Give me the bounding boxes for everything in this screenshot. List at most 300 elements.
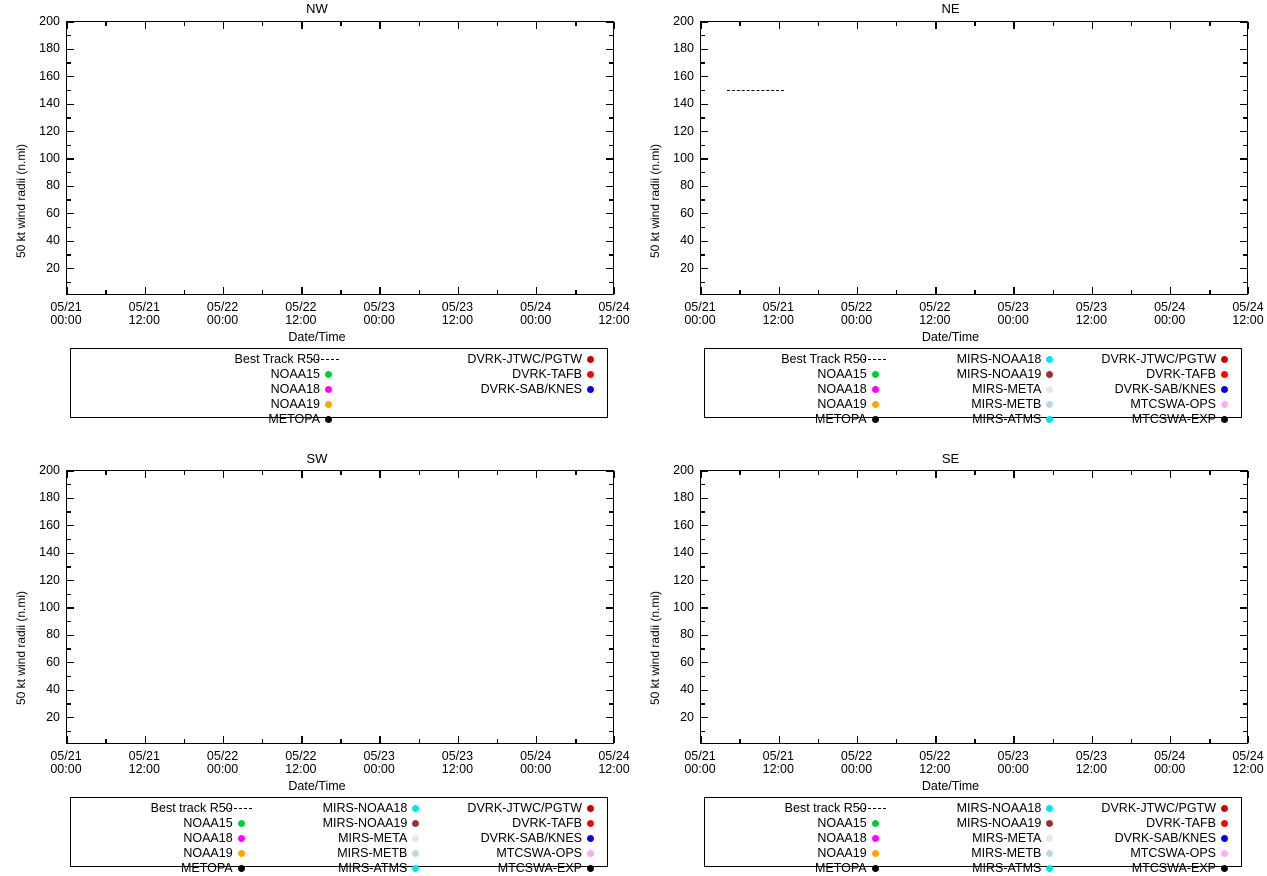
y-tick: [1240, 158, 1247, 159]
x-tick-minor: [896, 22, 897, 26]
x-tick-minor: [818, 471, 819, 475]
legend-label: MTCSWA-OPS: [1130, 846, 1216, 860]
y-tick: [701, 553, 708, 554]
y-tick-minor: [1243, 199, 1247, 200]
y-tick-minor: [1243, 254, 1247, 255]
legend-dot-icon: [1221, 371, 1228, 378]
x-tick: [536, 287, 537, 294]
x-tick-minor: [739, 22, 740, 26]
y-tick-label: 40: [46, 682, 60, 697]
legend-dot-icon: [325, 401, 332, 408]
legend-dot-icon: [1046, 416, 1053, 423]
legend-marker: [587, 801, 601, 816]
y-tick-label: 160: [673, 68, 694, 83]
x-tick-minor: [575, 739, 576, 743]
y-axis-label-nw: 50 kt wind radii (n.mi): [14, 143, 28, 258]
legend-dot-icon: [587, 356, 594, 363]
y-tick: [701, 49, 708, 50]
x-tick-label: 05/23 00:00: [997, 749, 1029, 776]
y-tick-minor: [1243, 566, 1247, 567]
y-tick-minor: [67, 35, 71, 36]
x-tick: [1013, 22, 1014, 29]
x-tick-minor: [1053, 471, 1054, 475]
legend-marker: [872, 831, 886, 846]
legend-label: MIRS-NOAA18: [956, 801, 1042, 815]
legend-nw: [70, 348, 608, 426]
y-tick-label: 120: [673, 123, 694, 138]
x-tick: [1170, 22, 1171, 29]
legend-marker: [1046, 846, 1060, 861]
y-tick-label: 80: [46, 627, 60, 642]
x-tick-label: 05/22 12:00: [919, 749, 951, 776]
legend-label: NOAA19: [817, 397, 867, 411]
x-axis-label-ne: Date/Time: [921, 330, 980, 344]
y-tick-label: 20: [46, 709, 60, 724]
y-tick: [701, 580, 708, 581]
legend-label: MTCSWA-EXP: [1131, 412, 1216, 426]
y-tick-minor: [1243, 62, 1247, 63]
y-tick: [1240, 580, 1247, 581]
x-tick-minor: [1209, 739, 1210, 743]
legend-marker: [872, 846, 886, 861]
legend-marker: [587, 861, 601, 876]
legend-marker: [325, 367, 339, 382]
legend-dot-icon: [587, 820, 594, 827]
x-tick: [145, 471, 146, 478]
y-tick: [1240, 131, 1247, 132]
x-tick: [935, 471, 936, 478]
x-tick-minor: [184, 739, 185, 743]
x-tick: [1248, 287, 1249, 294]
x-tick: [67, 287, 68, 294]
x-tick-label: 05/21 12:00: [128, 300, 160, 327]
x-tick: [614, 471, 615, 478]
y-tick: [67, 662, 74, 663]
y-tick-minor: [1243, 703, 1247, 704]
x-tick: [536, 22, 537, 29]
x-tick: [301, 471, 302, 478]
legend-label: DVRK-TAFB: [512, 816, 582, 830]
x-tick-minor: [1053, 22, 1054, 26]
y-tick-minor: [609, 594, 613, 595]
y-tick: [606, 49, 613, 50]
x-tick-minor: [1131, 22, 1132, 26]
legend-dot-icon: [872, 820, 879, 827]
legend-marker: [587, 846, 601, 861]
y-tick: [701, 525, 708, 526]
x-tick-minor: [497, 22, 498, 26]
x-tick-label: 05/21 00:00: [684, 749, 716, 776]
legend-label: NOAA15: [270, 367, 320, 381]
x-tick: [614, 287, 615, 294]
y-tick-minor: [1243, 676, 1247, 677]
panel-title-nw: NW: [306, 1, 328, 16]
y-tick: [606, 662, 613, 663]
legend-dot-icon: [872, 835, 879, 842]
legend-label: DVRK-JTWC/PGTW: [467, 352, 582, 366]
y-tick-label: 120: [39, 123, 60, 138]
y-tick-minor: [609, 484, 613, 485]
y-tick-label: 20: [680, 709, 694, 724]
y-tick-minor: [609, 117, 613, 118]
y-tick-minor: [609, 90, 613, 91]
y-tick: [606, 607, 613, 608]
legend-dashed-line-icon: [858, 808, 886, 809]
x-tick: [536, 471, 537, 478]
legend-marker: [412, 831, 426, 846]
legend-label: METOPA: [815, 861, 867, 875]
x-tick-minor: [818, 22, 819, 26]
y-tick: [701, 158, 708, 159]
legend-label: Best track R50: [784, 801, 867, 815]
y-tick: [606, 717, 613, 718]
y-tick-label: 200: [39, 463, 60, 477]
y-tick-label: 80: [680, 627, 694, 642]
x-tick: [701, 736, 702, 743]
y-tick-label: 160: [39, 68, 60, 83]
legend-label: DVRK-TAFB: [512, 367, 582, 381]
y-tick-label: 180: [673, 490, 694, 505]
x-tick-minor: [974, 290, 975, 294]
y-tick-minor: [609, 539, 613, 540]
y-tick-label: 60: [680, 654, 694, 669]
y-tick: [701, 213, 708, 214]
y-tick: [606, 76, 613, 77]
x-tick-minor: [184, 290, 185, 294]
y-tick-minor: [67, 254, 71, 255]
x-tick: [701, 287, 702, 294]
y-tick: [67, 241, 74, 242]
legend-label: MIRS-NOAA19: [956, 816, 1042, 830]
y-tick: [701, 131, 708, 132]
y-tick-minor: [701, 539, 705, 540]
legend-label: MIRS-METB: [971, 397, 1042, 411]
x-tick: [1092, 22, 1093, 29]
y-tick-label: 180: [39, 41, 60, 56]
legend-dot-icon: [872, 401, 879, 408]
legend-label: DVRK-SAB/KNES: [480, 831, 582, 845]
y-axis-label-sw: 50 kt wind radii (n.mi): [14, 590, 28, 705]
x-tick-minor: [419, 739, 420, 743]
x-tick-minor: [896, 471, 897, 475]
legend-label: MTCSWA-OPS: [496, 846, 582, 860]
legend-dot-icon: [1046, 401, 1053, 408]
x-tick-label: 05/22 00:00: [206, 300, 239, 327]
y-tick-minor: [67, 511, 71, 512]
x-tick-minor: [1053, 739, 1054, 743]
y-tick-minor: [67, 703, 71, 704]
legend-label: MTCSWA-OPS: [1130, 397, 1216, 411]
x-tick-label: 05/23 00:00: [363, 749, 395, 776]
legend-marker: [1046, 816, 1060, 831]
legend-dashed-line-icon: [224, 808, 252, 809]
legend-label: MIRS-METB: [337, 846, 408, 860]
legend-marker: [1221, 397, 1235, 412]
x-tick-minor: [340, 22, 341, 26]
legend-label: MIRS-META: [338, 831, 408, 845]
legend-label: DVRK-SAB/KNES: [1114, 831, 1216, 845]
y-tick: [606, 690, 613, 691]
legend-label: METOPA: [181, 861, 233, 875]
y-tick: [67, 131, 74, 132]
y-tick-label: 160: [673, 517, 694, 532]
x-tick-minor: [262, 471, 263, 475]
legend-marker: [1046, 367, 1060, 382]
legend-marker: [587, 831, 601, 846]
legend-marker: [872, 861, 886, 876]
x-tick-minor: [1131, 471, 1132, 475]
x-tick: [1092, 736, 1093, 743]
y-tick-minor: [609, 199, 613, 200]
legend-marker: [872, 801, 886, 816]
y-tick: [1240, 498, 1247, 499]
x-tick-label: 05/24 12:00: [598, 300, 630, 327]
y-tick-minor: [701, 484, 705, 485]
x-tick-minor: [739, 471, 740, 475]
x-tick-label: 05/23 12:00: [1075, 300, 1108, 327]
legend-dot-icon: [587, 850, 594, 857]
legend-marker: [587, 352, 601, 367]
legend-label-empty: [339, 412, 587, 427]
legend-marker: [1046, 831, 1060, 846]
y-tick: [701, 498, 708, 499]
y-tick: [606, 158, 613, 159]
x-tick: [779, 471, 780, 478]
y-tick: [67, 158, 74, 159]
legend-dot-icon: [412, 835, 419, 842]
y-tick-minor: [609, 172, 613, 173]
y-tick: [1240, 213, 1247, 214]
legend-marker: [1046, 861, 1060, 876]
legend-marker: [1046, 352, 1060, 367]
y-tick-minor: [1243, 484, 1247, 485]
y-tick: [701, 76, 708, 77]
x-tick: [458, 471, 459, 478]
x-tick: [1013, 736, 1014, 743]
y-tick-label: 200: [673, 463, 694, 477]
x-tick-minor: [1131, 290, 1132, 294]
legend-marker: [412, 861, 426, 876]
x-tick-label: 05/22 12:00: [285, 749, 317, 776]
y-tick-minor: [1243, 282, 1247, 283]
legend-dot-icon: [1046, 356, 1053, 363]
legend-dot-icon: [1221, 805, 1228, 812]
x-tick-minor: [575, 471, 576, 475]
x-tick: [1170, 736, 1171, 743]
legend-marker: [238, 801, 252, 816]
legend-marker: [238, 861, 252, 876]
x-tick-minor: [262, 739, 263, 743]
y-tick: [606, 241, 613, 242]
x-tick-minor: [105, 22, 106, 26]
legend-grid-sw: [71, 798, 607, 875]
x-tick: [67, 736, 68, 743]
x-tick: [145, 736, 146, 743]
y-tick-minor: [701, 172, 705, 173]
x-tick-label: 05/24 00:00: [1154, 300, 1186, 327]
x-tick-label: 05/22 00:00: [840, 300, 873, 327]
y-tick: [67, 553, 74, 554]
y-tick-minor: [1243, 90, 1247, 91]
x-tick: [223, 471, 224, 478]
x-tick: [458, 287, 459, 294]
x-tick-label: 05/21 12:00: [762, 300, 794, 327]
legend-marker: [872, 816, 886, 831]
legend-marker: [1221, 382, 1235, 397]
y-tick: [1240, 21, 1247, 22]
y-tick: [67, 690, 74, 691]
y-tick-label: 40: [680, 233, 694, 248]
y-tick-minor: [67, 172, 71, 173]
y-axis-label-se: 50 kt wind radii (n.mi): [648, 590, 662, 705]
y-tick-minor: [67, 282, 71, 283]
x-tick-minor: [575, 290, 576, 294]
legend-marker: [238, 831, 252, 846]
x-tick-minor: [262, 22, 263, 26]
x-tick-minor: [1209, 471, 1210, 475]
x-tick-minor: [340, 471, 341, 475]
x-tick-minor: [974, 471, 975, 475]
legend-dot-icon: [325, 386, 332, 393]
x-tick: [379, 736, 380, 743]
legend-label: Best Track R50: [234, 352, 320, 366]
x-tick-label: 05/24 12:00: [598, 749, 630, 776]
y-tick: [606, 131, 613, 132]
y-tick-label: 140: [39, 96, 60, 111]
y-tick: [1240, 268, 1247, 269]
plot-area-ne: [700, 21, 1248, 295]
x-tick: [857, 22, 858, 29]
legend-marker: [412, 816, 426, 831]
legend-label: NOAA18: [817, 382, 867, 396]
x-tick-label: 05/22 12:00: [285, 300, 317, 327]
legend-label: DVRK-TAFB: [1146, 816, 1216, 830]
legend-dot-icon: [1046, 850, 1053, 857]
x-tick-minor: [184, 471, 185, 475]
x-tick: [935, 736, 936, 743]
y-tick-minor: [1243, 172, 1247, 173]
y-tick-minor: [701, 227, 705, 228]
y-tick: [1240, 186, 1247, 187]
legend-label: NOAA15: [183, 816, 233, 830]
legend-dot-icon: [587, 371, 594, 378]
y-tick-minor: [67, 484, 71, 485]
y-tick-minor: [701, 62, 705, 63]
y-tick: [606, 213, 613, 214]
x-tick: [779, 287, 780, 294]
y-tick-minor: [609, 511, 613, 512]
y-tick: [701, 241, 708, 242]
legend-marker: [1221, 831, 1235, 846]
y-tick: [67, 104, 74, 105]
x-tick-minor: [419, 471, 420, 475]
legend-ne: [704, 348, 1242, 426]
legend-marker: [872, 412, 886, 427]
y-tick-minor: [67, 199, 71, 200]
y-axis-label-ne: 50 kt wind radii (n.mi): [648, 143, 662, 258]
legend-dot-icon: [587, 835, 594, 842]
y-tick-minor: [609, 731, 613, 732]
legend-label: NOAA18: [183, 831, 233, 845]
legend-dot-icon: [325, 416, 332, 423]
legend-label: NOAA15: [817, 367, 867, 381]
y-tick-minor: [701, 90, 705, 91]
x-tick: [1013, 287, 1014, 294]
legend-label: NOAA15: [817, 816, 867, 830]
y-tick: [67, 717, 74, 718]
x-tick-label: 05/21 00:00: [50, 300, 82, 327]
x-tick-minor: [818, 739, 819, 743]
x-tick: [779, 22, 780, 29]
y-tick: [606, 104, 613, 105]
y-tick: [67, 76, 74, 77]
x-tick-label: 05/23 00:00: [997, 300, 1029, 327]
y-tick-minor: [1243, 145, 1247, 146]
x-tick: [935, 287, 936, 294]
legend-dot-icon: [1221, 416, 1228, 423]
y-tick-label: 100: [39, 151, 60, 165]
x-tick: [458, 736, 459, 743]
legend-marker: [1046, 397, 1060, 412]
y-tick: [67, 607, 74, 608]
legend-label: MIRS-NOAA19: [322, 816, 408, 830]
y-tick-minor: [67, 90, 71, 91]
y-tick: [701, 268, 708, 269]
x-tick-label: 05/21 00:00: [50, 749, 82, 776]
x-tick: [701, 471, 702, 478]
panel-nw: [0, 0, 634, 435]
x-tick-minor: [1209, 22, 1210, 26]
y-tick: [1240, 607, 1247, 608]
x-tick: [1248, 22, 1249, 29]
y-tick: [1240, 49, 1247, 50]
legend-sw: [70, 797, 608, 875]
y-tick: [606, 635, 613, 636]
y-tick-label: 160: [39, 517, 60, 532]
legend-marker: [587, 397, 601, 412]
legend-grid-ne: [705, 349, 1241, 426]
series-best-track-r50-ne: [727, 90, 784, 91]
y-tick-label: 100: [39, 600, 60, 614]
y-tick: [1240, 662, 1247, 663]
x-tick-label: 05/23 12:00: [441, 300, 474, 327]
y-tick: [701, 186, 708, 187]
x-tick-minor: [1209, 290, 1210, 294]
legend-dot-icon: [412, 820, 419, 827]
x-tick-minor: [419, 290, 420, 294]
x-tick-minor: [896, 739, 897, 743]
panel-se: [634, 451, 1267, 875]
legend-marker: [412, 801, 426, 816]
y-tick-minor: [67, 62, 71, 63]
legend-dot-icon: [587, 805, 594, 812]
legend-label: NOAA18: [270, 382, 320, 396]
y-tick-minor: [67, 117, 71, 118]
legend-label: DVRK-SAB/KNES: [1114, 382, 1216, 396]
y-tick-label: 100: [673, 151, 694, 165]
y-tick-label: 140: [673, 96, 694, 111]
x-tick-label: 05/21 12:00: [762, 749, 794, 776]
y-tick: [1240, 241, 1247, 242]
y-tick-label: 140: [39, 545, 60, 560]
y-tick-minor: [1243, 117, 1247, 118]
x-tick-minor: [340, 290, 341, 294]
legend-label: DVRK-TAFB: [1146, 367, 1216, 381]
y-tick-minor: [609, 703, 613, 704]
legend-dot-icon: [1221, 401, 1228, 408]
y-tick-label: 60: [46, 654, 60, 669]
y-tick-minor: [67, 731, 71, 732]
